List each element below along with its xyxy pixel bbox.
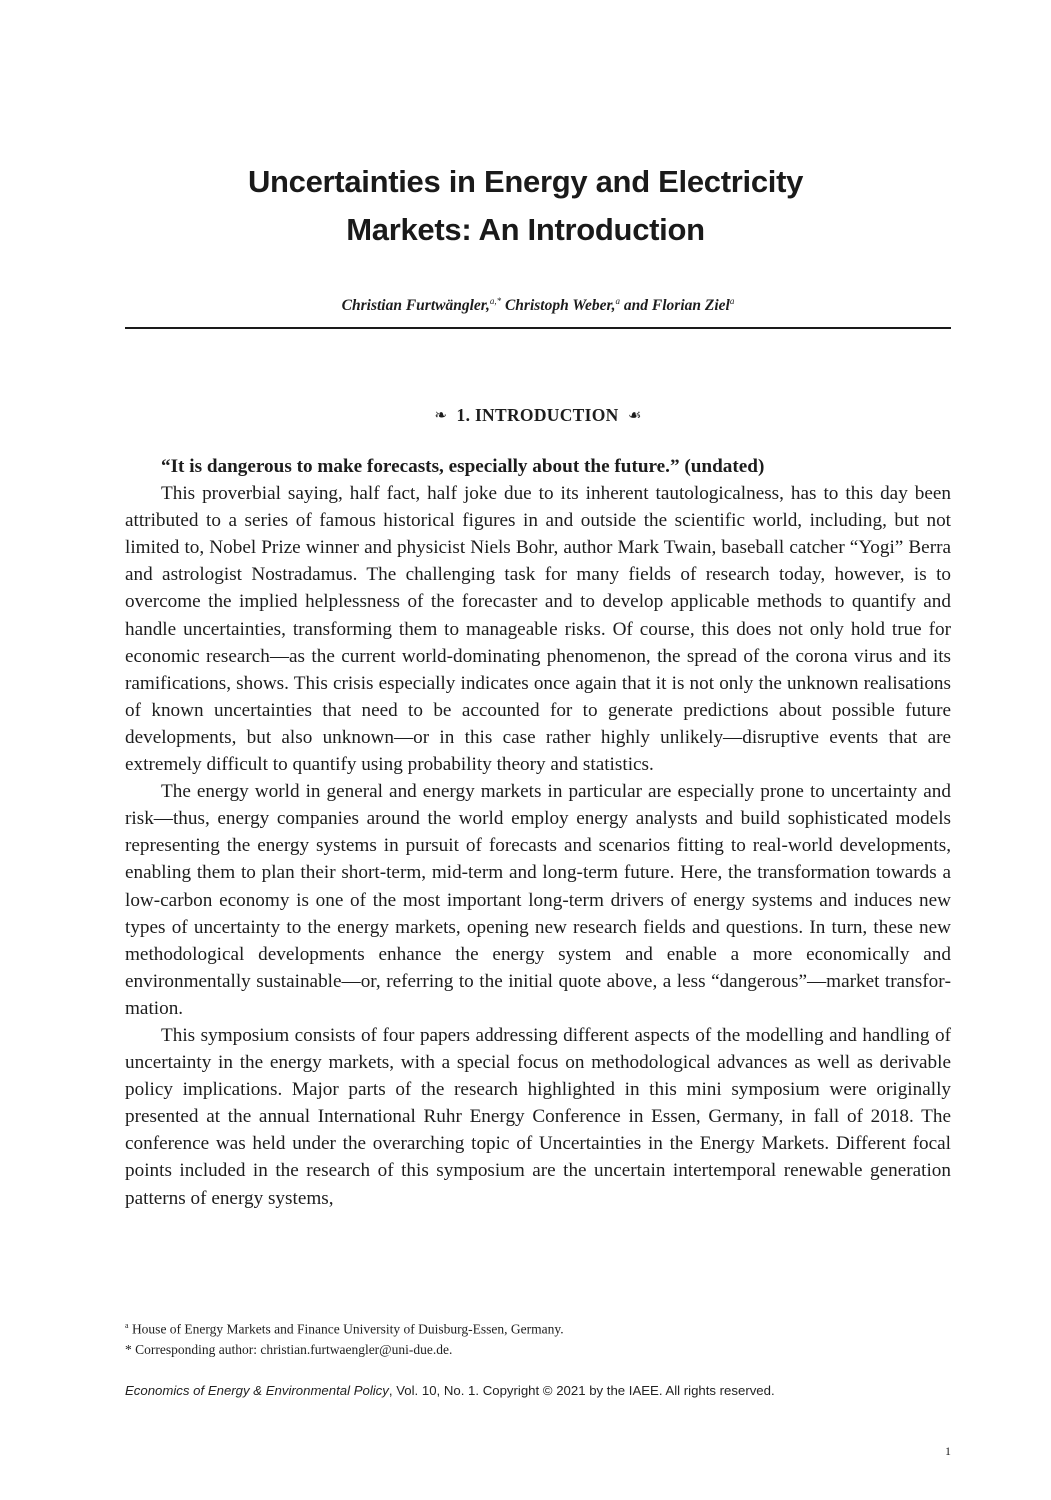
title-line-1: Uncertainties in Energy and Electricity: [247, 164, 804, 199]
author-3-affiliation: a: [729, 296, 735, 306]
title-line-2: Markets: An Introduction: [346, 212, 705, 247]
paragraph-2: The energy world in general and energy markets in particular are especially prone to uncertainty and risk—thus, energy companies around the world employ energy analysts and build sophisticated models representing the energy systems in pursuit of forecasts and scenarios fitting to real-world developments, enabling them to plan their short-term, mid-term and long-term future. Here, the transformation towards a low-carbon economy is one of the most important long-term drivers of energy systems and induces new types of uncertainty to the energy markets, opening new research fields and questions. In turn, these new methodological developments enhance the energy system and enable a more economically and environmentally sustainable—or, referring to the initial quote above, a less “dangerous”—market transformation.: [125, 781, 951, 1019]
paragraph-3: This symposium consists of four papers addressing different aspects of the modelling and handling of uncertainty in the energy markets, with a special focus on methodological advances as well as derivable policy implications. Major parts of the research highlighted in this mini symposium were originally presented at the annual International Ruhr Energy Conference in Essen, Germany, in fall of 2018. The conference was held under the overarching topic of Uncertainties in the Energy Markets. Different focal points included in the research of this symposium are the uncertain intertemporal renewable generation patterns of energy systems,: [125, 1024, 951, 1209]
page-number: 1: [945, 1444, 951, 1458]
section-title: 1. INTRODUCTION: [456, 405, 619, 425]
journal-name: Economics of Energy & Environmental Policy: [125, 1383, 389, 1398]
author-2-affiliation: a: [615, 296, 621, 306]
author-3: and Florian Ziel: [620, 297, 730, 315]
author-1: Christian Furtwängler,: [341, 297, 490, 315]
ornament-left-icon: ❧: [434, 408, 448, 424]
footnote-affiliation: [125, 1316, 951, 1340]
journal-details: , Vol. 10, No. 1. Copyright © 2021 by the IAEE. All rights reserved.: [388, 1383, 775, 1398]
footnote-affiliation-text: House of Energy Markets and Finance University of Duisburg-Essen, Germany.: [128, 1321, 564, 1337]
ornament-right-icon: ☙: [627, 408, 642, 424]
journal-citation: [125, 1382, 951, 1400]
author-2: Christoph Weber,: [501, 297, 616, 315]
footnotes: [125, 1316, 951, 1360]
paper-title: [0, 158, 1051, 254]
footnote-corresponding-author: * Corresponding author: christian.furtwaengler@uni-due.de.: [125, 1341, 453, 1357]
body-text: [125, 453, 951, 1212]
epigraph-quote: “It is dangerous to make forecasts, especially about the future.” (undated): [161, 456, 765, 477]
paragraph-1: This proverbial saying, half fact, half joke due to its inherent tautologicalness, has to this day been attributed to a series of famous historical figures in and outside the scientific world, including, but not limited to, Nobel Prize winner and physicist Niels Bohr, author Mark Twain, baseball catcher “Yogi” Berra and astrologist Nostradamus. The challenging task for many fields of research today, however, is to overcome the implied helplessness of the forecaster and to develop applicable methods to quantify and handle uncertainties, transforming them to manageable risks. Of course, this does not only hold true for economic research—as the current world-dominating phenomenon, the spread of the corona virus and its ramifications, shows. This crisis especially indicates once again that it is not only the unknown realisations of known uncertainties that need to be accounted for to generate predictions about possible future developments, but also unknown—or in this case rather highly unlikely—disruptive events that are extremely difficult to quantify using probability theory and statistics.: [125, 483, 951, 776]
footnote-affiliation-mark: a: [125, 1321, 129, 1330]
section-heading: [125, 403, 951, 428]
title-rule: [125, 327, 951, 329]
author-1-affiliation: a,*: [489, 296, 502, 306]
author-list: [125, 291, 951, 316]
